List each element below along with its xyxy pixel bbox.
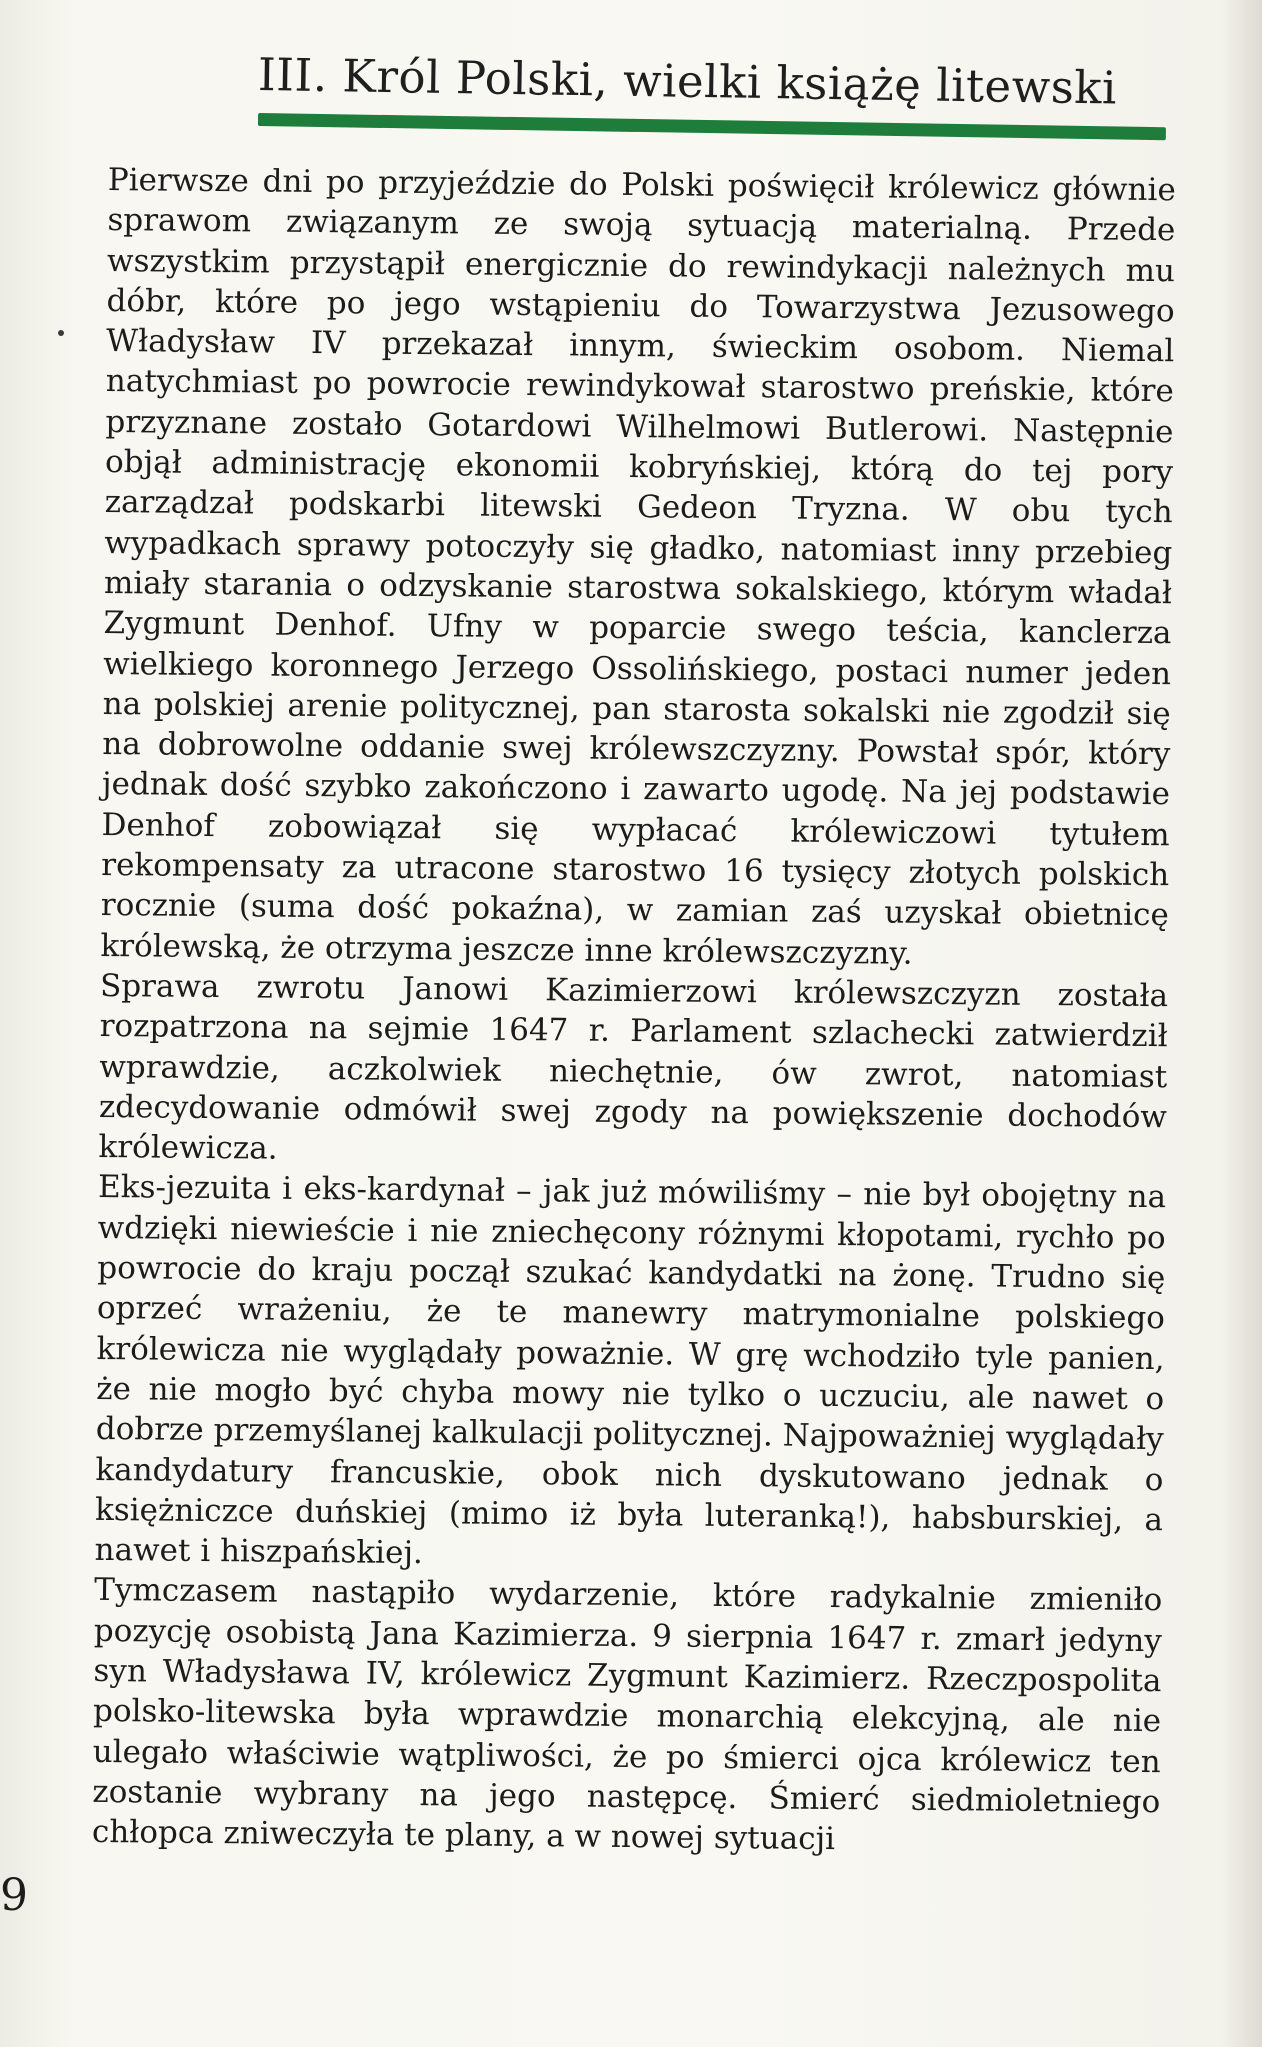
paragraph-1: Pierwsze dni po przyjeździe do Polski poświęcił królewicz głównie sprawom związanym ze swoją sytuacją materialną. Przede wszystkim przystąpił energicznie do rewindykacji należnych mu dóbr, które po jego wstąpieniu do Towarzystwa Jezusowego Władysław IV przekazał innym, świeckim osobom. Niemal natychmiast po powrocie rewindykował starostwo preńskie, które przyznane zostało Gotardowi Wilhelmowi Butlerowi. Następnie objął administrację ekonomii kobryńskiej, którą do tej pory zarządzał podskarbi litewski Gedeon Tryzna. W obu tych wypadkach sprawy potoczyły się gładko, natomiast inny przebieg miały starania o odzyskanie starostwa sokalskiego, którym władał Zygmunt Denhof. Ufny w poparcie swego teścia, kanclerza wielkiego koronnego Jerzego Ossolińskiego, postaci numer jeden na polskiej arenie politycznej, pan starosta sokalski nie zgodził się na dobrowolne oddanie swej królewszczyzny. Powstał spór, który jednak dość szybko zakończono i zawarto ugodę. Na jej podstawie Denhof zobowiązał się wypłacać królewiczowi tytułem rekompensaty za utracone starostwo 16 tysięcy złotych polskich rocznie (suma dość pokaźna), w zamian zaś uzyskał obietnicę królewską, że otrzyma jeszcze inne królewszczyzny. <box>100 161 1176 972</box>
paragraph-3: Eks-jezuita i eks-kardynał – jak już mówiliśmy – nie był obojętny na wdzięki niewieście i nie zniechęcony różnymi kłopotami, rychło po powrocie do kraju począł szukać kandydatki na żonę. Trudno się oprzeć wrażeniu, że te manewry matrymonialne polskiego królewicza nie wyglądały poważnie. W grę wchodziło tyle panien, że nie mogło być chyba mowy nie tylko o uczuciu, ale nawet o dobrze przemyślanej kalkulacji politycznej. Najpoważniej wyglądały kandydatury francuskie, obok nich dyskutowano jednak o księżniczce duńskiej (mimo iż była luteranką!), habsburskiej, a nawet i hiszpańskiej. <box>94 1169 1167 1572</box>
body-text <box>92 160 1176 1863</box>
chapter-title: III. Król Polski, wielki książę litewski <box>257 48 1118 115</box>
paragraph-4: Tymczasem nastąpiło wydarzenie, które radykalnie zmieniło pozycję osobistą Jana Kazimierza. 9 sierpnia 1647 r. zmarł jedyny syn Władysława IV, królewicz Zygmunt Kazimierz. Rzeczpospolita polsko-litewska była wprawdzie monarchią elekcyjną, ale nie ulegało właściwie wątpliwości, że po śmierci ojca królewicz ten zostanie wybrany na jego następcę. Śmierć siedmioletniego chłopca zniweczyła te plany, a w nowej sytuacji <box>91 1572 1163 1858</box>
page-edge-shadow <box>1222 0 1262 2047</box>
page-number: 9 <box>0 1870 28 1921</box>
title-underline-rule <box>258 113 1166 140</box>
margin-mark <box>58 330 64 336</box>
paragraph-2: Sprawa zwrotu Janowi Kazimierzowi królewszczyzn została rozpatrzona na sejmie 1647 r. Parlament szlachecki zatwierdził wprawdzie, aczkolwiek niechętnie, ów zwrot, natomiast zdecydowanie odmówił swej zgody na powiększenie dochodów królewicza. <box>98 967 1169 1167</box>
